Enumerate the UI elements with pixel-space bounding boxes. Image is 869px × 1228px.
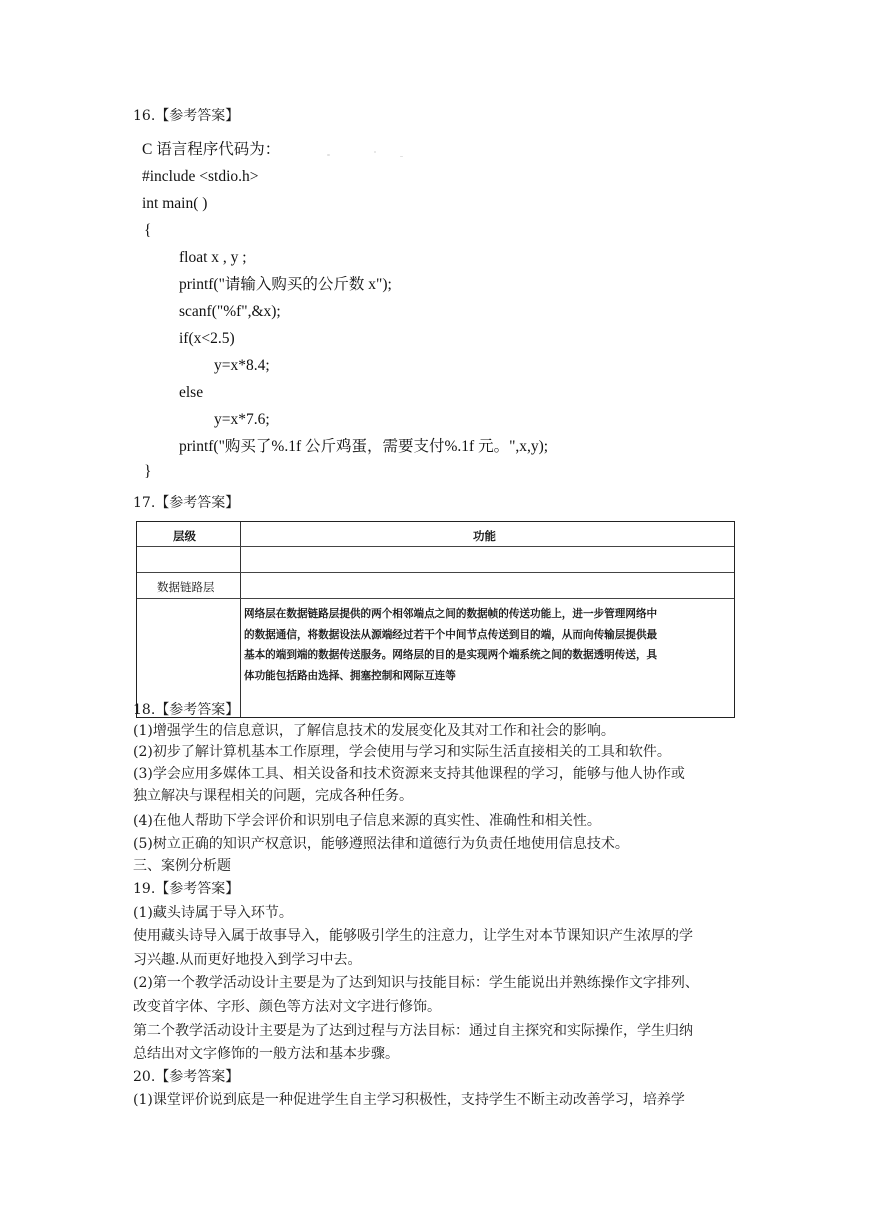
code-line-else: else	[179, 384, 204, 401]
code-line-printf-2: printf("购买了%.1f 公斤鸡蛋，需要支付%.1f 元。",x,y);	[179, 438, 549, 455]
paragraph-line: 使用藏头诗导入属于故事导入，能够吸引学生的注意力，让学生对本节课知识产生浓厚的学	[133, 928, 693, 944]
code-line-decl: float x , y ;	[179, 249, 247, 266]
paragraph-line: 第二个教学活动设计主要是为了达到过程与方法目标：通过自主探究和实际操作，学生归纳	[133, 1023, 693, 1039]
code-line-open-brace: {	[144, 222, 152, 239]
section-17-heading: 17.【参考答案】	[133, 495, 240, 511]
section-case-heading: 三、案例分析题	[133, 858, 231, 874]
network-layers-table	[136, 521, 735, 718]
paragraph-line: (3)学会应用多媒体工具、相关设备和技术资源来支持其他课程的学习，能够与他人协作或	[133, 766, 685, 782]
section-16-heading: 16.【参考答案】	[133, 108, 240, 124]
section-19-heading: 19.【参考答案】	[133, 881, 240, 897]
table-cell-network-layer-desc	[244, 604, 730, 686]
table-row-divider	[137, 572, 734, 573]
paragraph-line: (2)第一个教学活动设计主要是为了达到知识与技能目标：学生能说出并熟练操作文字排列、	[133, 975, 699, 991]
table-column-divider	[240, 522, 241, 717]
section-20-heading: 20.【参考答案】	[133, 1069, 240, 1085]
table-cell-data-link-layer: 数据链路层	[157, 580, 215, 594]
code-line-intro: C 语言程序代码为：	[142, 141, 281, 158]
table-header-level: 层级	[173, 529, 196, 543]
code-line-scanf: scanf("%f",&x);	[179, 303, 281, 320]
code-block	[142, 134, 612, 486]
network-desc-line: 体功能包括路由选择、拥塞控制和网际互连等	[244, 669, 456, 682]
code-line-close-brace: }	[144, 463, 152, 480]
network-desc-line: 网络层在数据链路层提供的两个相邻端点之间的数据帧的传送功能上，进一步管理网络中	[244, 608, 658, 620]
network-desc-line: 基本的端到端的数据传送服务。网络层的目的是实现两个端系统之间的数据透明传送，具	[244, 649, 658, 661]
code-line-if: if(x<2.5)	[179, 330, 235, 347]
code-line-y2: y=x*7.6;	[214, 411, 270, 428]
paragraph-line: (1)课堂评价说到底是一种促进学生自主学习积极性，支持学生不断主动改善学习，培养学	[133, 1092, 685, 1108]
table-row-divider	[137, 598, 734, 599]
paragraph-line: (2)初步了解计算机基本工作原理，学会使用与学习和实际生活直接相关的工具和软件。	[133, 744, 671, 760]
code-line-include: #include <stdio.h>	[142, 168, 259, 185]
paragraph-line: (5)树立正确的知识产权意识，能够遵照法律和道德行为负责任地使用信息技术。	[133, 836, 629, 852]
section-18-heading: 18.【参考答案】	[133, 702, 240, 718]
paragraph-line: 总结出对文字修饰的一般方法和基本步骤。	[133, 1046, 399, 1062]
network-desc-line: 的数据通信，将数据设法从源端经过若干个中间节点传送到目的端，从而向传输层提供最	[244, 628, 658, 641]
paragraph-line: 习兴趣.从而更好地投入到学习中去。	[133, 952, 362, 968]
scan-speck	[327, 154, 330, 156]
table-header-function: 功能	[473, 529, 496, 543]
code-line-main: int main( )	[142, 195, 208, 212]
code-line-y1: y=x*8.4;	[214, 357, 270, 374]
paragraph-line: (1)增强学生的信息意识，了解信息技术的发展变化及其对工作和社会的影响。	[133, 723, 615, 739]
paragraph-line: (1)藏头诗属于导入环节。	[133, 905, 293, 921]
paragraph-line: (4)在他人帮助下学会评价和识别电子信息来源的真实性、准确性和相关性。	[133, 813, 601, 829]
scan-speck	[374, 151, 376, 153]
scan-speck	[400, 156, 403, 157]
table-row-divider	[137, 546, 734, 547]
paragraph-line: 改变首字体、字形、颜色等方法对文字进行修饰。	[133, 999, 441, 1015]
code-line-printf-1: printf("请输入购买的公斤数 x");	[179, 276, 392, 293]
paragraph-line: 独立解决与课程相关的问题，完成各种任务。	[133, 788, 413, 804]
